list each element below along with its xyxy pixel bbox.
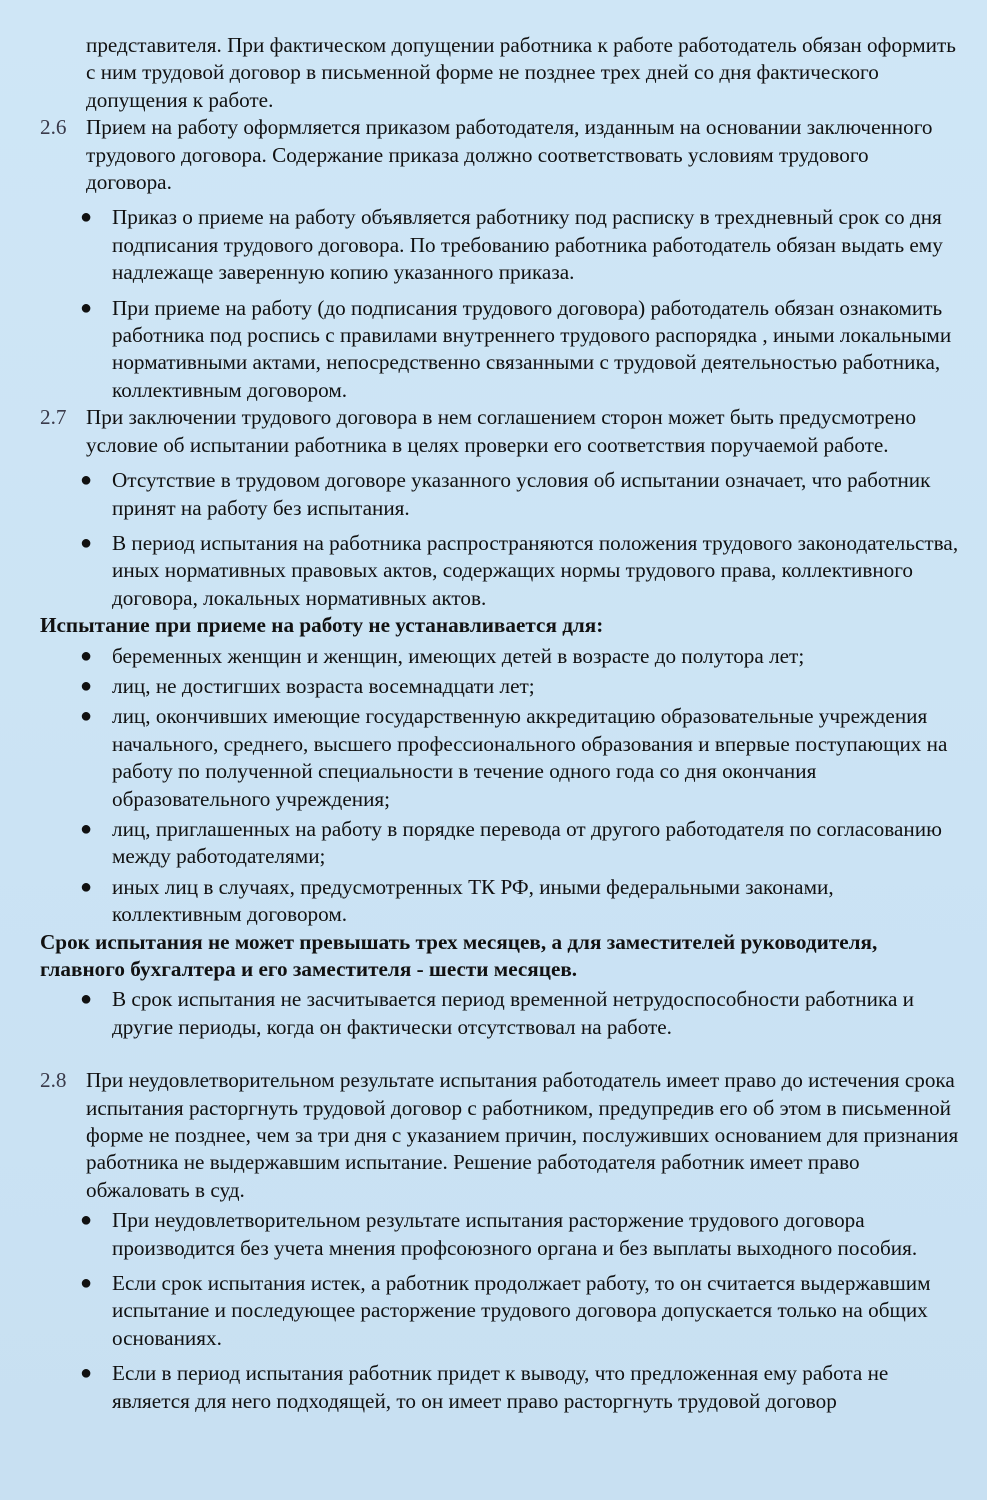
list-item-text: Отсутствие в трудовом договоре указанного условия об испытании означает, что работник принят на работу без испытания. <box>112 468 931 520</box>
bullet-icon: ● <box>80 469 93 492</box>
list-item <box>40 816 959 871</box>
list-item <box>40 1270 959 1352</box>
list-item-text: В период испытания на работника распространяются положения трудового законодательства, иных нормативных правовых актов, содержащих нормы трудового права, коллективного договора, локальных нормативных актов. <box>112 530 959 610</box>
bullet-icon: ● <box>80 531 93 554</box>
bullet-icon: ● <box>80 1362 93 1385</box>
section-number: 2.8 <box>40 1068 67 1093</box>
list-item-text: При неудовлетворительном результате испытания расторжение трудового договора производится без учета мнения профсоюзного органа и без выплаты выходного пособия. <box>112 1208 918 1260</box>
list-item-text: При приеме на работу (до подписания трудового договора) работодатель обязан ознакомить работника под роспись с правилами внутреннего трудового распорядка , иными локальными нормативными актами, непосредственно связанными с трудовой деятельностью работника, коллективным договором. <box>112 295 952 402</box>
intro-paragraph: представителя. При фактическом допущении работника к работе работодатель обязан оформить с ним трудовой договор в письменной форме не позднее трех дней со дня фактического допущения к работе. <box>86 33 956 112</box>
list-item <box>40 530 959 612</box>
list-item <box>40 1360 959 1415</box>
list-item-text: лиц, не достигших возраста восемнадцати лет; <box>112 673 535 698</box>
spacer <box>40 1041 959 1067</box>
section-text: При неудовлетворительном результате испытания работодатель имеет право до истечения срока испытания расторгнуть трудовой договор с работником, предупредив его об этом в письменной форме не позднее, чем за три дня с указанием причин, послуживших основанием для признания работника не выдержавшим испытание. Решение работодателя работник имеет право обжаловать в суд. <box>86 1068 959 1202</box>
bullet-icon: ● <box>80 817 93 840</box>
list-item <box>40 1207 959 1262</box>
section-2-6 <box>40 114 959 196</box>
bullet-icon: ● <box>80 1209 93 1232</box>
list-item <box>40 295 959 405</box>
section-text: Прием на работу оформляется приказом работодателя, изданным на основании заключенного трудового договора. Содержание приказа должно соответствовать условиям трудового договора. <box>86 115 933 195</box>
list-item <box>40 673 959 700</box>
bullet-icon: ● <box>80 1272 93 1295</box>
list-item-text: иных лиц в случаях, предусмотренных ТК РФ, иными федеральными законами, коллективным договором. <box>112 874 834 927</box>
list-item <box>40 467 959 522</box>
trial-term-heading: Срок испытания не может превышать трех месяцев, а для заместителей руководителя, главного бухгалтера и его заместителя - шести месяцев. <box>40 929 878 981</box>
section-2-7 <box>40 404 959 459</box>
list-item-text: В срок испытания не засчитывается период временной нетрудоспособности работника и другие периоды, когда он фактически отсутствовал на работе. <box>112 987 914 1039</box>
list-item <box>40 204 959 286</box>
bullet-icon: ● <box>80 674 93 697</box>
list-item-text: лиц, приглашенных на работу в порядке перевода от другого работодателя по согласованию между работодателями; <box>112 816 942 869</box>
section-2-8 <box>40 1067 959 1204</box>
bullet-icon: ● <box>80 296 93 319</box>
list-item <box>40 703 959 813</box>
list-item <box>40 986 959 1041</box>
list-item <box>40 643 959 670</box>
list-item <box>40 874 959 929</box>
section-number: 2.6 <box>40 115 67 140</box>
bullet-icon: ● <box>80 206 93 229</box>
section-number: 2.7 <box>40 405 67 430</box>
no-trial-heading: Испытание при приеме на работу не устанавливается для: <box>40 613 604 638</box>
list-item-text: Приказ о приеме на работу объявляется работнику под расписку в трехдневный срок со дня подписания трудового договора. По требованию работника работодатель обязан выдать ему надлежаще заверенную копию указанного приказа. <box>112 205 943 285</box>
list-item-text: Если срок испытания истек, а работник продолжает работу, то он считается выдержавшим испытание и последующее расторжение трудового договора допускается только на общих основаниях. <box>112 1271 931 1350</box>
bullet-icon: ● <box>80 875 93 898</box>
bullet-icon: ● <box>80 705 93 728</box>
bullet-icon: ● <box>80 988 93 1011</box>
list-item-text: лиц, окончивших имеющие государственную аккредитацию образовательные учреждения начального, среднего, высшего профессионального образования и впервые поступающих на работу по полученной специальности в течение одного года со дня окончания образовательного учреждения; <box>112 704 948 811</box>
list-item-text: беременных женщин и женщин, имеющих детей в возрасте до полутора лет; <box>112 643 805 668</box>
list-item-text: Если в период испытания работник придет к выводу, что предложенная ему работа не является для него подходящей, то он имеет право расторгнуть трудовой договор <box>112 1361 889 1413</box>
bullet-icon: ● <box>80 644 93 667</box>
section-text: При заключении трудового договора в нем соглашением сторон может быть предусмотрено условие об испытании работника в целях проверки его соответствия поручаемой работе. <box>86 405 917 457</box>
